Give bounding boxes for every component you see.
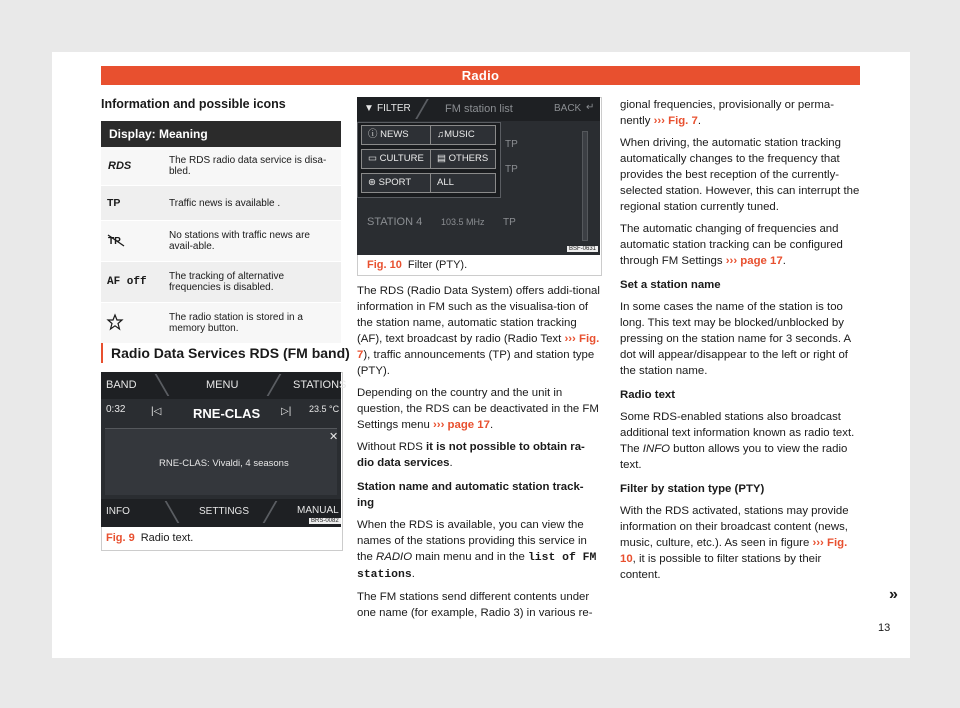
- music-icon: ♫: [437, 129, 445, 140]
- band-button[interactable]: BAND: [106, 379, 137, 391]
- paragraph: The RDS (Radio Data System) offers addi-tional information in FM such as the visualisa-tion of the station name, automatic station tracking (AF), text broadcast by radio (Radio Text ››› Fig. 7), traffic announcements (TP) and station type (PTY).: [357, 285, 600, 377]
- table-row: [101, 262, 341, 303]
- culture-icon: ▭: [368, 153, 380, 164]
- page17-link[interactable]: ››› page 17: [432, 419, 490, 431]
- body-column-2: [357, 283, 600, 627]
- page17-link[interactable]: ››› page 17: [725, 255, 783, 267]
- radio-text: RNE-CLAS: Vivaldi, 4 seasons: [159, 458, 289, 469]
- svg-text:TP: TP: [108, 235, 121, 247]
- figure-10-text: Filter (PTY).: [407, 259, 468, 271]
- radio-screen: [101, 372, 347, 527]
- paragraph: gional frequencies, provisionally or perma-nently ››› Fig. 7.: [620, 99, 834, 127]
- list-title: FM station list: [445, 103, 513, 115]
- paragraph: The automatic changing of frequencies and automatic station tracking can be configured through FM Settings ››› page 17.: [620, 223, 843, 267]
- station-4-frequency: 103.5 MHz: [441, 217, 485, 227]
- filter-icon: ▼: [364, 103, 374, 114]
- table-row: [101, 186, 341, 221]
- figure-10-caption: [367, 259, 467, 271]
- paragraph: The FM stations send different contents under one name (for example, Radio 3) in various re-: [357, 591, 593, 619]
- pty-others-button[interactable]: ▤ OTHERS: [430, 149, 496, 169]
- paragraph: In some cases the name of the station is too long. This text may be blocked/unblocked by pressing on the station name for 3 seconds. A dot will appear/disappear to the left or right of the station name.: [620, 301, 851, 377]
- table-row: [101, 303, 341, 344]
- rds-icon: [101, 147, 163, 186]
- page-number: 13: [878, 622, 891, 634]
- settings-button[interactable]: SETTINGS: [199, 506, 250, 517]
- prev-station-icon[interactable]: |◁: [151, 406, 162, 417]
- station-name[interactable]: RNE-CLAS: [193, 406, 261, 421]
- figure-9-text: Radio text.: [140, 532, 194, 544]
- icons-section: [101, 97, 341, 344]
- icons-table: [101, 121, 341, 344]
- back-button[interactable]: BACK: [554, 103, 582, 114]
- time-display: 0:32: [106, 404, 126, 415]
- subheading: Radio text: [620, 389, 676, 401]
- paragraph: When the RDS is available, you can view the names of the stations providing this service in the RADIO main menu and in the list of FM stations.: [357, 519, 597, 581]
- section-header: Radio: [101, 66, 860, 85]
- temperature: 23.5 °C: [309, 404, 340, 414]
- paragraph: Some RDS-enabled stations also broadcast additional text information known as radio text. The INFO button allows you to view the radio text.: [620, 411, 855, 471]
- news-icon: ⓘ: [368, 129, 381, 140]
- menu-button[interactable]: MENU: [206, 379, 239, 391]
- back-icon[interactable]: ↵: [586, 102, 595, 113]
- body-column-3: [620, 97, 860, 589]
- paragraph: When driving, the automatic station tracking automatically changes to the frequency that provides the best reception of the currently-selected station. However, this can interrupt the regional station currently tuned.: [620, 137, 860, 213]
- pty-all-button[interactable]: ALL: [430, 173, 496, 193]
- subheading: Filter by station type (PTY): [620, 483, 765, 495]
- pty-music-button[interactable]: ♫MUSIC: [430, 125, 496, 145]
- icons-title: Information and possible icons: [101, 97, 286, 111]
- tp-label: TP: [505, 139, 518, 150]
- af-off-icon: AF off: [101, 262, 163, 303]
- close-icon[interactable]: ✕: [329, 431, 339, 443]
- fig7-link[interactable]: ››› Fig. 7: [357, 333, 600, 361]
- figure-9-caption: [106, 532, 193, 544]
- stations-button[interactable]: STATIONS: [293, 379, 347, 391]
- pty-sport-button[interactable]: ⊛ SPORT: [361, 173, 431, 193]
- icon-meaning: No stations with traffic news are avail-able.: [163, 221, 341, 262]
- fig10-link[interactable]: ››› Fig. 10: [620, 537, 848, 565]
- fig7-link[interactable]: ››› Fig. 7: [653, 115, 698, 127]
- figure-code: BRS-0082: [311, 518, 339, 524]
- icon-meaning: The tracking of alternative frequencies is disabled.: [163, 262, 341, 303]
- tp-icon: TP: [101, 186, 163, 221]
- continue-marker: »: [889, 586, 898, 603]
- table-row: [101, 221, 341, 262]
- filter-button[interactable]: FILTER: [377, 103, 411, 114]
- icon-meaning: The radio station is stored in a memory button.: [163, 303, 341, 344]
- tp-label: TP: [503, 217, 516, 228]
- icon-meaning: Traffic news is available .: [163, 186, 341, 221]
- sport-icon: ⊛: [368, 177, 379, 188]
- svg-text:RDS: RDS: [108, 159, 132, 172]
- paragraph: With the RDS activated, stations may provide information on their broadcast content (news, music, culture, etc.). As seen in figure ››› Fig. 10, it is possible to filter stations by their content.: [620, 505, 849, 581]
- station-4-label[interactable]: STATION 4: [367, 216, 423, 228]
- figure-9-number: Fig. 9: [106, 532, 135, 544]
- tp-label: TP: [505, 164, 518, 175]
- rds-heading: Radio Data Services RDS (FM band): [101, 343, 351, 363]
- icon-meaning: The RDS radio data service is disa-bled.: [163, 147, 341, 186]
- figure-10-number: Fig. 10: [367, 259, 402, 271]
- table-row: [101, 147, 341, 186]
- paragraph: Without RDS it is not possible to obtain ra-dio data services.: [357, 441, 585, 469]
- others-icon: ▤: [437, 153, 449, 164]
- star-icon: [101, 303, 163, 344]
- subheading: Station name and automatic station track-ing: [357, 481, 584, 509]
- paragraph: Depending on the country and the unit in question, the RDS can be deactivated in the FM Settings menu ››› page 17.: [357, 387, 599, 431]
- icons-table-header: Display: Meaning: [101, 121, 341, 147]
- tp-crossed-icon: [101, 221, 163, 262]
- info-button[interactable]: INFO: [106, 506, 130, 517]
- pty-news-button[interactable]: ⓘ NEWS: [361, 125, 431, 145]
- manual-button[interactable]: MANUAL: [297, 505, 339, 516]
- figure-code: BSF-0631: [569, 246, 597, 252]
- pty-culture-button[interactable]: ▭ CULTURE: [361, 149, 431, 169]
- next-station-icon[interactable]: ▷|: [281, 406, 292, 417]
- subheading: Set a station name: [620, 279, 721, 291]
